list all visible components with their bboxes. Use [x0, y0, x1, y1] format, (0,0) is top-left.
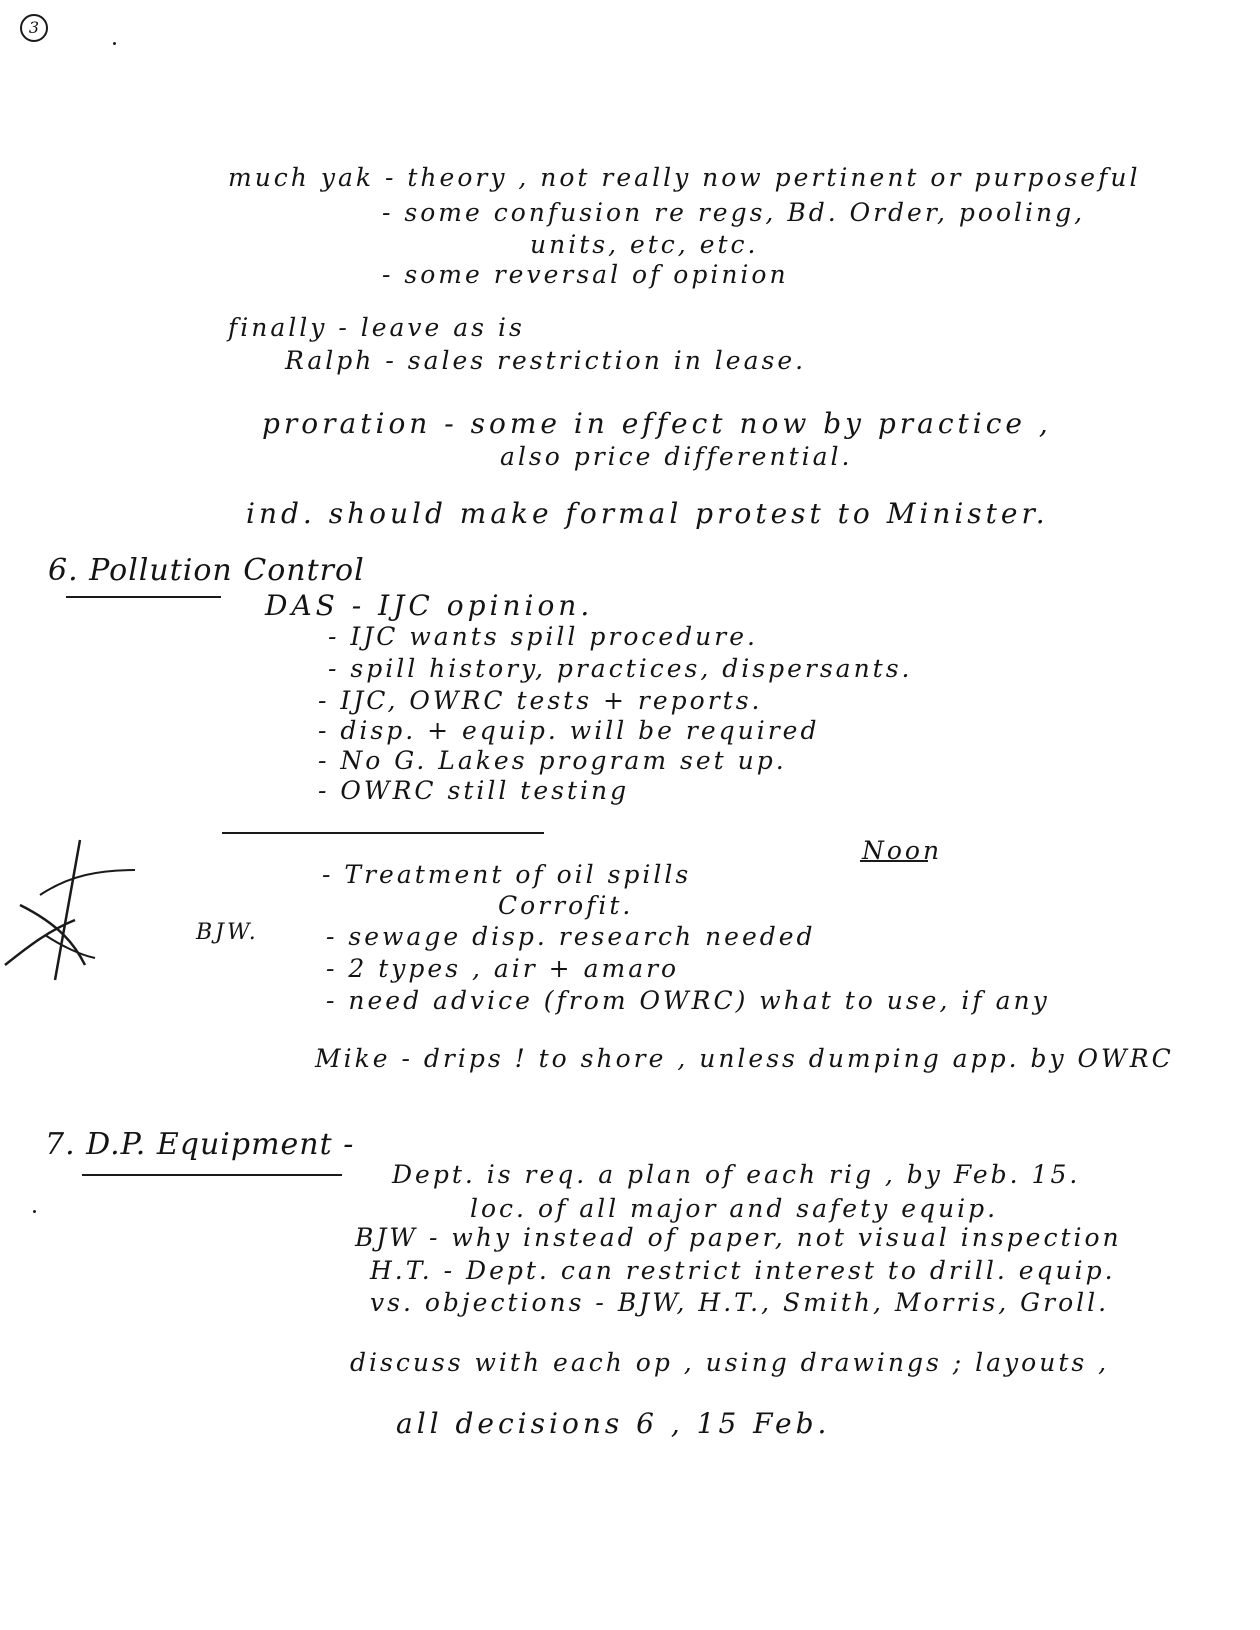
- note-line: much yak - theory , not really now pertinent or purposeful: [228, 163, 1141, 192]
- afternoon-item: - sewage disp. research needed: [326, 922, 816, 951]
- divider-line: [222, 832, 544, 834]
- bjw-label: BJW.: [196, 920, 259, 945]
- note-line: finally - leave as is: [228, 313, 525, 342]
- mike-note: Mike - drips ! to shore , unless dumping app. by OWRC: [315, 1044, 1174, 1073]
- afternoon-item: - Treatment of oil spills: [322, 860, 692, 889]
- note-line: - some reversal of opinion: [382, 260, 789, 289]
- stray-mark: [113, 42, 116, 45]
- margin-sketch: [0, 835, 150, 985]
- pollution-item: - spill history, practices, dispersants.: [328, 654, 913, 683]
- heading-underline: [82, 1174, 342, 1176]
- pollution-item: - IJC, OWRC tests + reports.: [318, 686, 763, 715]
- afternoon-item: - 2 types , air + amaro: [326, 954, 680, 983]
- equipment-line: vs. objections - BJW, H.T., Smith, Morris, Groll.: [370, 1288, 1110, 1317]
- equipment-line: all decisions 6 , 15 Feb.: [396, 1407, 831, 1440]
- pollution-item: - disp. + equip. will be required: [318, 716, 820, 745]
- equipment-line: loc. of all major and safety equip.: [470, 1194, 999, 1223]
- section-heading-dp-equipment: 7. D.P. Equipment -: [45, 1127, 355, 1162]
- pollution-item: - OWRC still testing: [318, 776, 630, 805]
- equipment-line: H.T. - Dept. can restrict interest to drill. equip.: [370, 1256, 1116, 1285]
- pollution-item: DAS - IJC opinion.: [265, 589, 594, 622]
- afternoon-item: - need advice (from OWRC) what to use, if any: [326, 986, 1050, 1015]
- noon-label: Noon: [862, 836, 943, 865]
- note-line: Ralph - sales restriction in lease.: [285, 346, 807, 375]
- page-number-circle: 3: [20, 14, 48, 42]
- heading-underline: [66, 596, 221, 598]
- note-line: ind. should make formal protest to Minister.: [246, 497, 1049, 530]
- equipment-line: BJW - why instead of paper, not visual inspection: [355, 1223, 1122, 1252]
- afternoon-item: Corrofit.: [498, 891, 634, 920]
- note-line: - some confusion re regs, Bd. Order, pooling,: [382, 198, 1086, 227]
- pollution-item: - No G. Lakes program set up.: [318, 746, 787, 775]
- note-line: proration - some in effect now by practice ,: [262, 407, 1052, 440]
- noon-underline: [860, 860, 928, 862]
- equipment-line: discuss with each op , using drawings ; layouts ,: [350, 1348, 1110, 1377]
- equipment-line: Dept. is req. a plan of each rig , by Feb. 15.: [392, 1160, 1081, 1189]
- section-heading-pollution-control: 6. Pollution Control: [48, 553, 365, 588]
- note-line: also price differential.: [500, 442, 853, 471]
- stray-mark: [33, 1210, 36, 1213]
- note-line: units, etc, etc.: [530, 230, 759, 259]
- pollution-item: - IJC wants spill procedure.: [328, 622, 758, 651]
